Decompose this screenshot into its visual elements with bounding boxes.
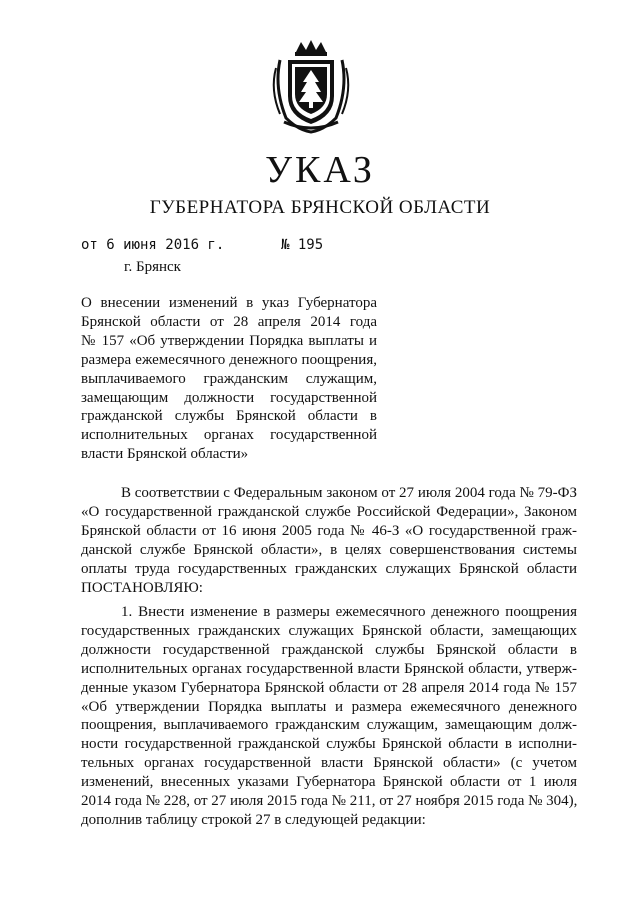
body-line: В соответствии с Федеральным законом от 27 июля 2004 года № 79-ФЗ <box>121 485 577 501</box>
document-subject <box>81 294 377 464</box>
body-line: 1. Внести изменение в размеры ежемесячного денежного поощрения <box>121 604 577 620</box>
body-line: «Об утверждении Порядка выплаты и размера ежемесячного денежного <box>81 698 577 715</box>
body-line: дополнив таблицу строкой 27 в следующей редакции: <box>81 811 426 828</box>
body-line: денные указом Губернатора Брянской области от 28 апреля 2014 года № 157 <box>81 679 577 696</box>
document-number: № 195 <box>281 237 324 253</box>
body-line: государственных гражданских служащих Брянской области, замещающих <box>81 622 577 639</box>
coat-of-arms-emblem <box>268 38 354 134</box>
body-line: изменений, внесенных указами Губернатора Брянской области от 1 июля <box>81 774 577 791</box>
subject-line: О внесении изменений в указ Губернатора <box>81 295 377 311</box>
subject-line: выплачиваемого гражданским служащим, <box>81 370 377 387</box>
subject-line: власти Брянской области» <box>81 446 249 463</box>
preamble-paragraph <box>81 484 577 597</box>
body-line: должности государственной гражданской службы Брянской области в <box>81 641 577 658</box>
document-title: УКАЗ <box>265 149 375 191</box>
body-line: тельных органах государственной власти Брянской области» (с учетом <box>81 755 577 772</box>
body-line: исполнительных органах государственной власти Брянской области, утверж- <box>81 660 577 677</box>
subject-line: № 157 «Об утверждении Порядка выплаты и <box>81 332 377 349</box>
body-line: данской службе Брянской области», в целях совершенствования системы <box>81 541 577 558</box>
body-line: поощрения, выплачиваемого гражданским служащим, замещающим долж- <box>81 717 577 734</box>
document-city: г. Брянск <box>124 259 181 275</box>
subject-line: гражданской службы Брянской области в <box>81 408 377 425</box>
subject-line: размера ежемесячного денежного поощрения, <box>81 351 377 368</box>
body-line: ПОСТАНОВЛЯЮ: <box>81 579 203 596</box>
subject-line: замещающим должности государственной <box>81 389 377 406</box>
body-line: ности государственной гражданской службы Брянской области в исполни- <box>81 736 577 753</box>
body-line: Брянской области от 16 июня 2005 года № 46-З «О государственной граж- <box>81 522 577 539</box>
subject-line: исполнительных органах государственной <box>81 427 377 444</box>
document-date: от 6 июня 2016 г. <box>81 237 225 253</box>
subject-line: Брянской области от 28 апреля 2014 года <box>81 313 377 330</box>
clause-1-paragraph <box>81 603 577 830</box>
document-subtitle: ГУБЕРНАТОРА БРЯНСКОЙ ОБЛАСТИ <box>149 197 491 218</box>
body-line: «О государственной гражданской службе Российской Федерации», Законом <box>81 503 577 520</box>
body-line: 2014 года № 228, от 27 июля 2015 года № 211, от 27 ноября 2015 года № 304), <box>81 793 578 810</box>
body-line: оплаты труда государственных гражданских служащих Брянской области <box>81 560 577 577</box>
